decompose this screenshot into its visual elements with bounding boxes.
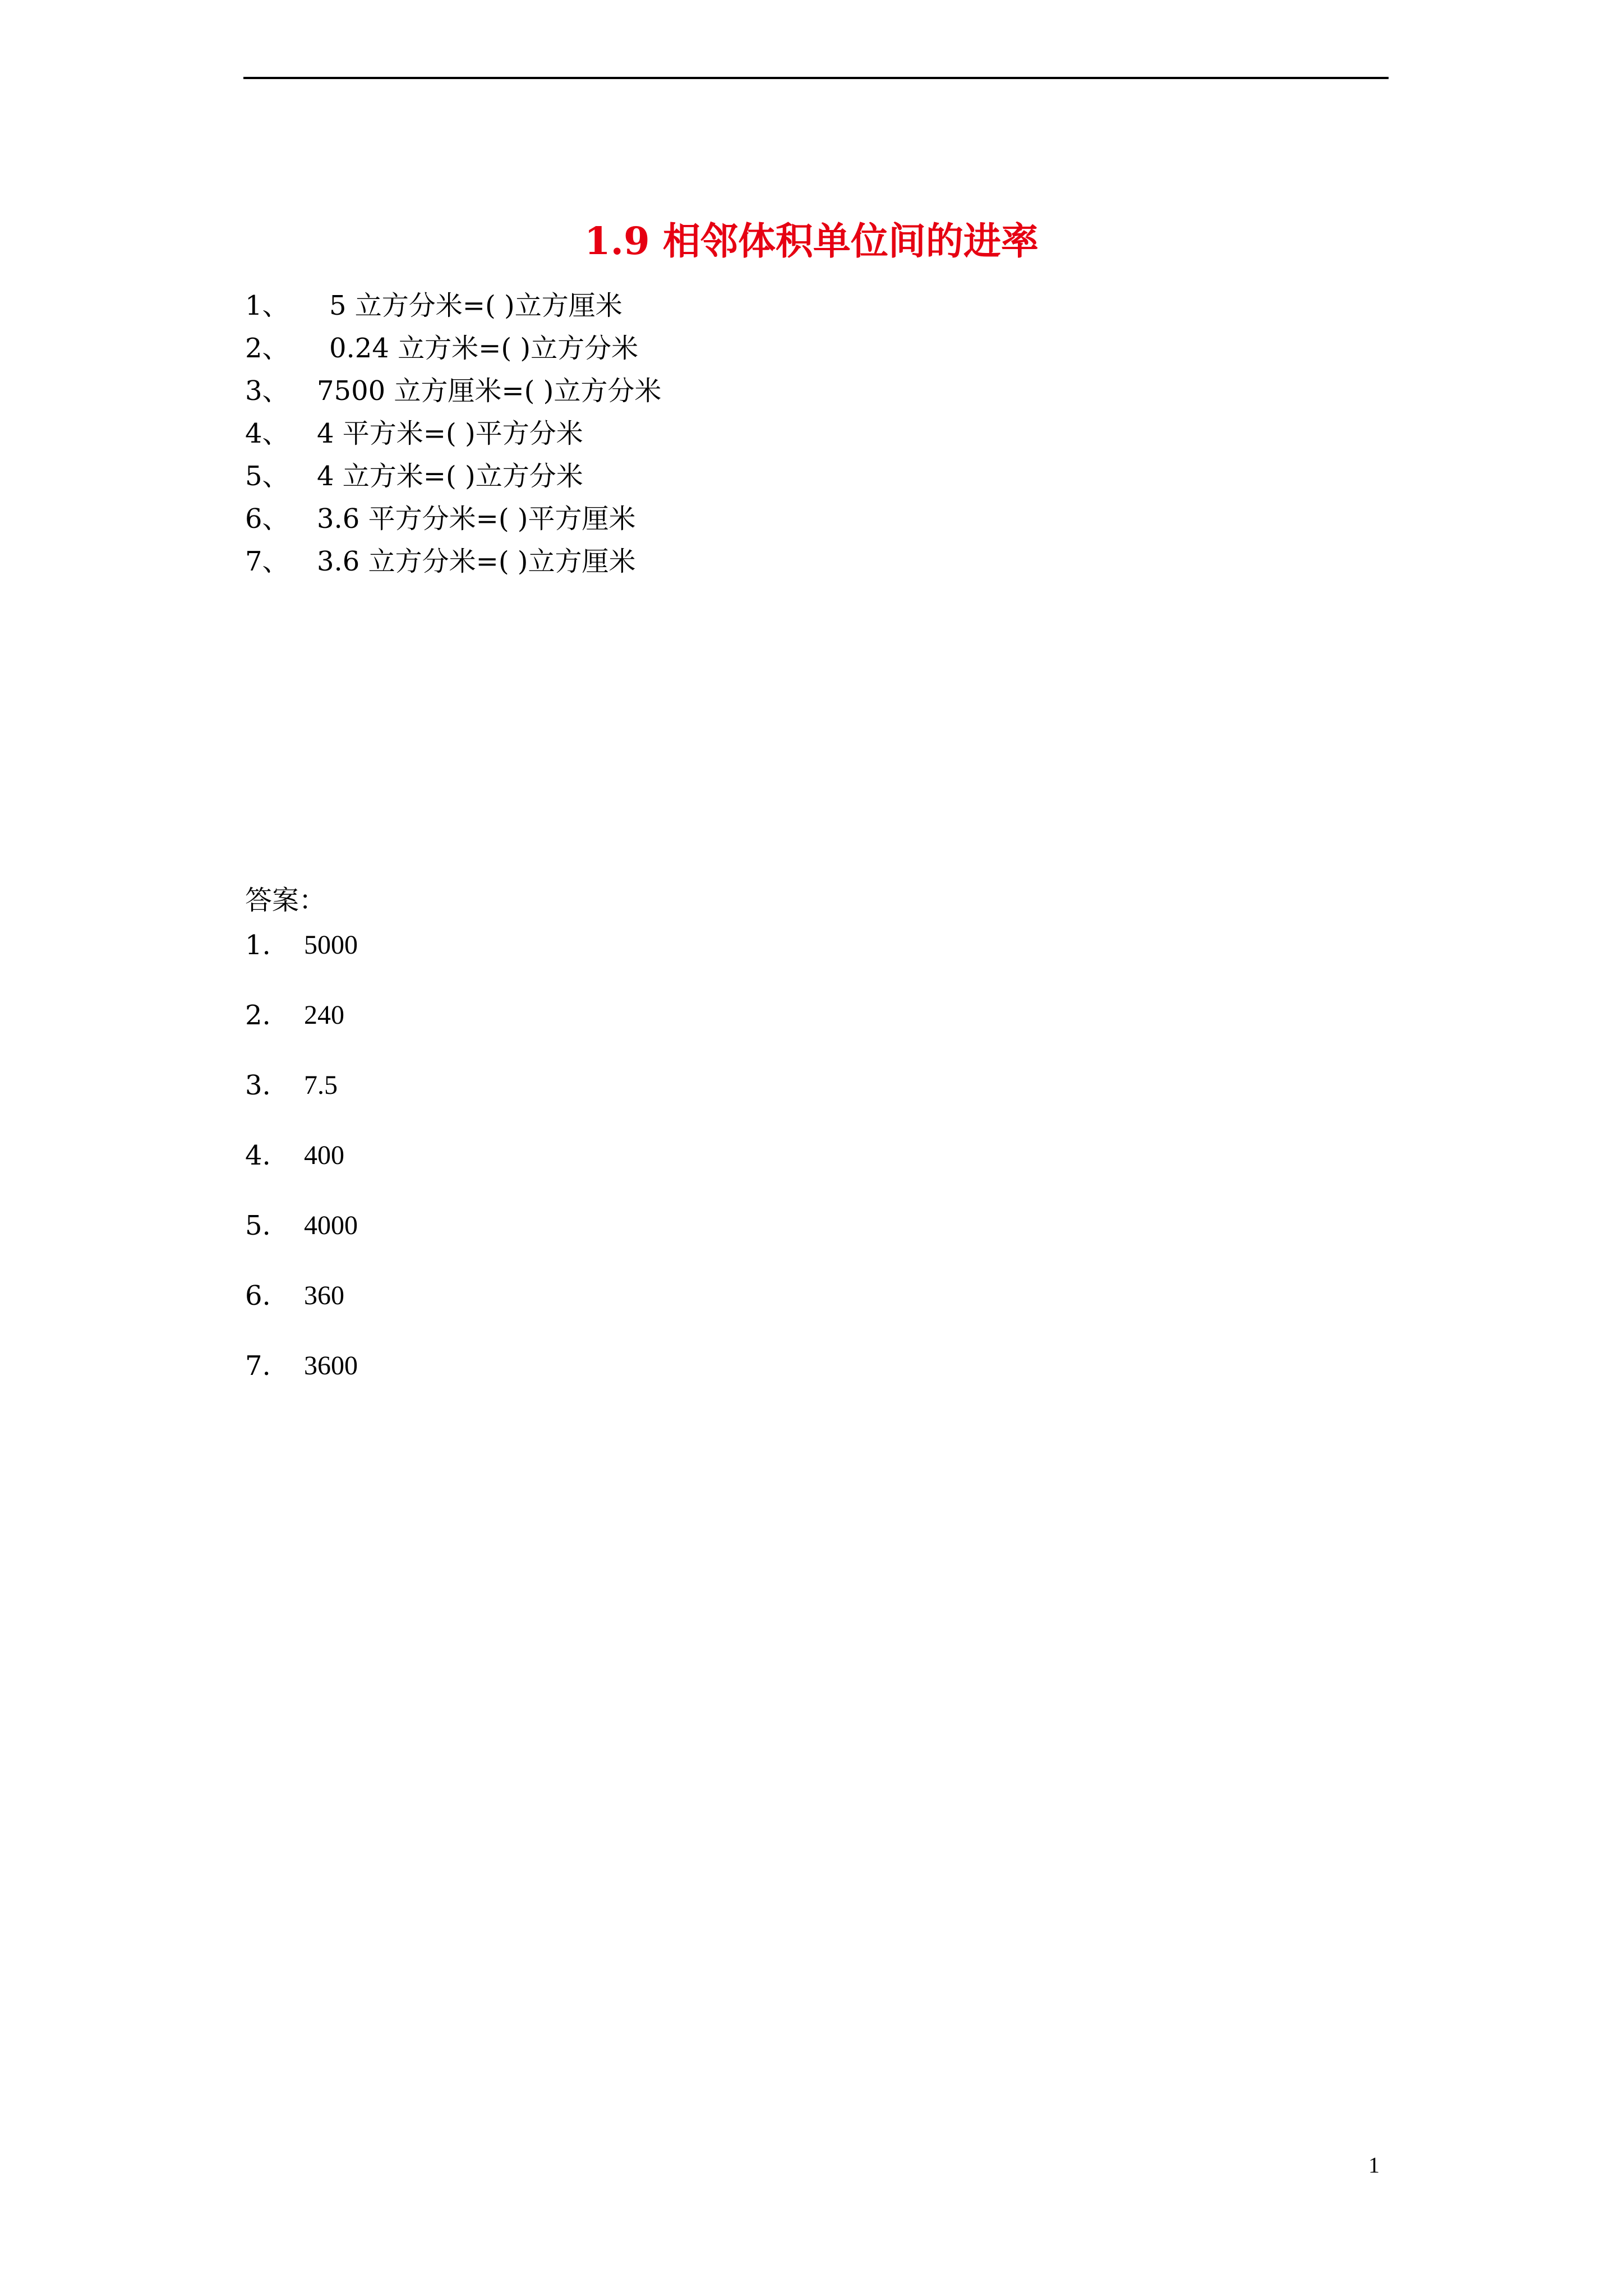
answer-number: 5. — [245, 1210, 271, 1241]
answer-number: 7. — [245, 1350, 271, 1382]
answer-value: 360 — [304, 1281, 344, 1310]
question-text: 3.6 平方分米=( )平方厘米 — [317, 503, 636, 535]
page-number: 1 — [1368, 2152, 1380, 2178]
question-text: 7500 立方厘米=( )立方分米 — [317, 375, 662, 407]
answer-number: 4. — [245, 1140, 271, 1171]
question-number: 7、 — [245, 546, 289, 577]
question-number: 6、 — [245, 503, 289, 535]
question-text: 3.6 立方分米=( )立方厘米 — [317, 546, 636, 577]
question-text: 4 立方米=( )立方分米 — [317, 461, 583, 492]
question-number: 3、 — [245, 375, 289, 407]
answer-number: 1. — [245, 930, 271, 961]
answer-value: 7.5 — [304, 1070, 338, 1100]
question-text: 4 平方米=( )平方分米 — [317, 418, 583, 449]
question-number: 5、 — [245, 461, 289, 492]
question-text: 0.24 立方米=( )立方分米 — [329, 333, 639, 364]
question-text: 5 立方分米=( )立方厘米 — [329, 290, 623, 321]
answer-value: 3600 — [304, 1351, 358, 1381]
answer-value: 240 — [304, 1000, 344, 1030]
answers-heading: 答案： — [245, 885, 326, 916]
answer-value: 5000 — [304, 930, 358, 960]
question-number: 2、 — [245, 333, 289, 364]
answer-number: 6. — [245, 1280, 271, 1312]
answer-number: 3. — [245, 1070, 271, 1101]
question-number: 1、 — [245, 290, 289, 321]
question-number: 4、 — [245, 418, 289, 449]
answer-value: 4000 — [304, 1211, 358, 1240]
page-title: 1.9 相邻体积单位间的进率 — [584, 219, 1039, 263]
answer-value: 400 — [304, 1140, 344, 1170]
answer-number: 2. — [245, 1000, 271, 1031]
header-rule — [243, 77, 1389, 79]
